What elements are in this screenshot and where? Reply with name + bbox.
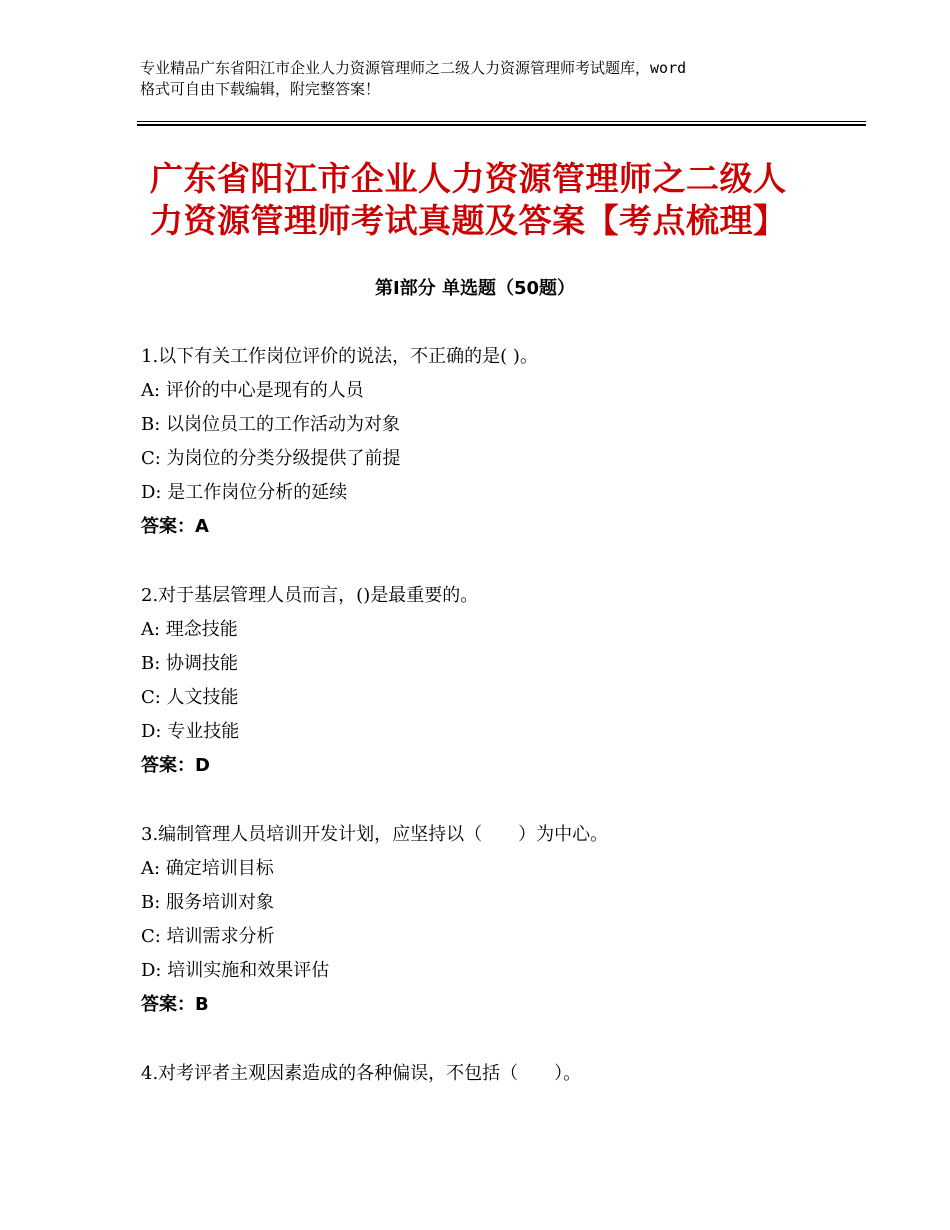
option-a: A: 理念技能 — [141, 619, 238, 640]
option-a: A: 评价的中心是现有的人员 — [141, 380, 364, 401]
document-title-line-2: 力资源管理师考试真题及答案【考点梳理】 — [150, 201, 787, 240]
option-d: D: 专业技能 — [141, 721, 240, 742]
question-1 — [141, 340, 841, 544]
header-divider-thick — [137, 124, 866, 126]
answer-label: 答案：D — [141, 755, 210, 776]
option-d: D: 是工作岗位分析的延续 — [141, 482, 348, 503]
question-stem: 1.以下有关工作岗位评价的说法，不正确的是( )。 — [141, 346, 538, 367]
option-b: B: 服务培训对象 — [141, 892, 275, 913]
option-a: A: 确定培训目标 — [141, 858, 274, 879]
option-b: B: 协调技能 — [141, 653, 239, 674]
question-stem: 3.编制管理人员培训开发计划，应坚持以（ ）为中心。 — [141, 824, 609, 845]
question-2 — [141, 579, 841, 783]
answer-label: 答案：A — [141, 516, 209, 537]
header-note-line-1: 专业精品广东省阳江市企业人力资源管理师之二级人力资源管理师考试题库，word — [140, 59, 687, 77]
answer-label: 答案：B — [141, 994, 209, 1015]
header-divider-thin — [137, 121, 866, 122]
option-c: C: 培训需求分析 — [141, 926, 275, 947]
option-b: B: 以岗位员工的工作活动为对象 — [141, 414, 401, 435]
option-c: C: 人文技能 — [141, 687, 239, 708]
document-title — [150, 158, 850, 242]
option-c: C: 为岗位的分类分级提供了前提 — [141, 448, 401, 469]
question-stem: 2.对于基层管理人员而言，()是最重要的。 — [141, 585, 479, 606]
question-4 — [141, 1057, 841, 1091]
header-note — [140, 58, 830, 100]
question-3 — [141, 818, 841, 1022]
header-note-line-2: 格式可自由下载编辑，附完整答案！ — [140, 80, 381, 98]
section-title: 第Ⅰ部分 单选题（50题） — [374, 278, 575, 299]
document-title-line-1: 广东省阳江市企业人力资源管理师之二级人 — [150, 159, 787, 198]
question-stem: 4.对考评者主观因素造成的各种偏误，不包括（ ）。 — [141, 1063, 582, 1084]
option-d: D: 培训实施和效果评估 — [141, 960, 330, 981]
